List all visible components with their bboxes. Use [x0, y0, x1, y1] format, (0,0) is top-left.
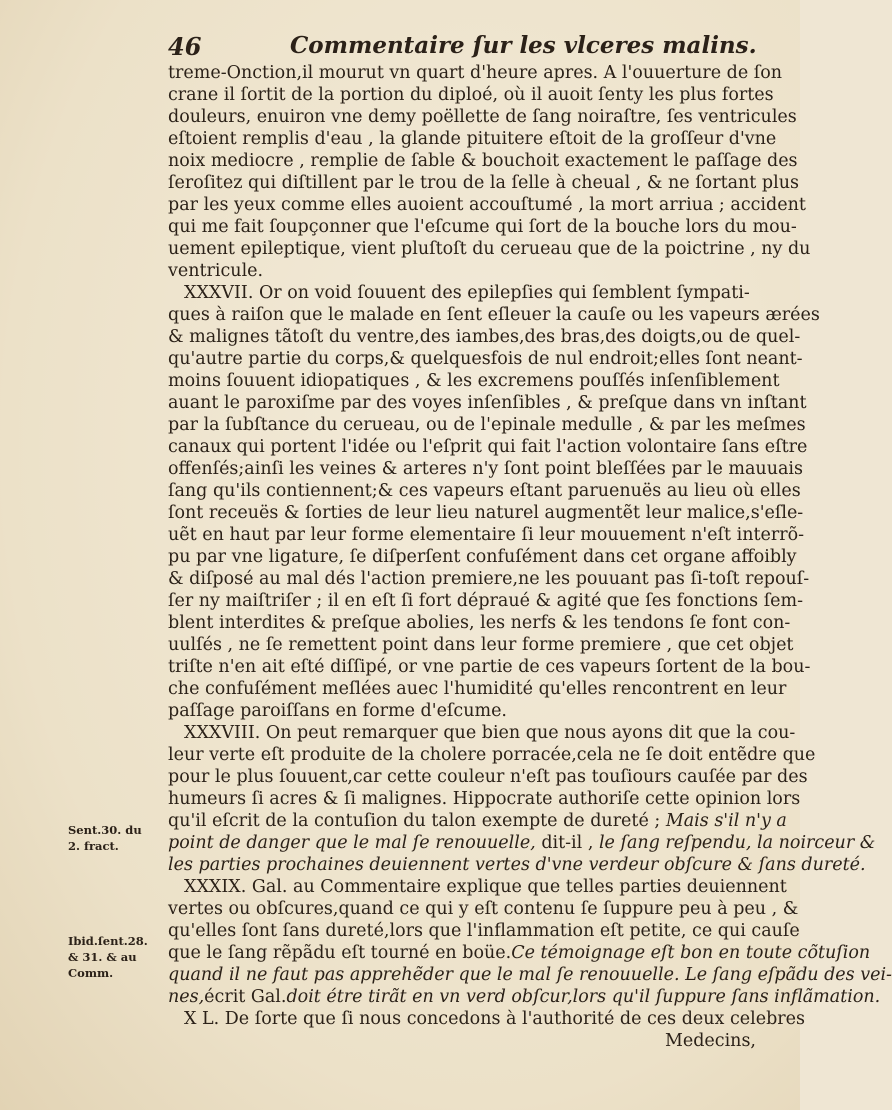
text-run: XXXVIII. On peut remarquer que bien que nous ayons dit que la cou-	[184, 723, 796, 743]
text-run: douleurs, enuiron vne demy poëllette de ſang noiraſtre, ſes ventricules	[168, 107, 797, 127]
text-line	[168, 172, 799, 194]
text-line	[168, 810, 787, 832]
text-run: pu par vne ligature, ſe diſperſent confuſément dans cet organe affoibly	[168, 547, 797, 567]
margin-note-line: 2. fract.	[68, 839, 119, 853]
text-line	[168, 612, 791, 634]
text-line	[168, 766, 808, 788]
text-line	[168, 216, 797, 238]
italic-text-run: nes,	[168, 987, 205, 1007]
body-text	[168, 62, 892, 1052]
italic-text-run: point de danger que le mal ſe renouuelle,	[168, 833, 536, 853]
text-line	[168, 590, 804, 612]
text-line	[168, 128, 777, 150]
text-run: leur verte eſt produite de la cholere porracée,cela ne ſe doit entẽdre que	[168, 745, 816, 765]
text-run: triſte n'en ait eſté diſſipé, or vne partie de ces vapeurs ſortent de la bou-	[168, 657, 811, 677]
text-run: pour le plus ſouuent,car cette couleur n'eſt pas touſiours cauſée par des	[168, 767, 808, 787]
page-number: 46	[168, 32, 202, 61]
text-run: qu'elles ſont ſans dureté,lors que l'inflammation eſt petite, ce qui cauſe	[168, 921, 800, 941]
page-header	[168, 30, 757, 61]
italic-text-run: quand il ne faut pas apprehẽder que le mal ſe renouuelle. Le ſang eſpãdu des vei-	[168, 965, 892, 985]
italic-text-run: le ſang reſpendu, la noirceur &	[598, 833, 876, 853]
text-line	[168, 502, 804, 524]
text-line	[168, 480, 801, 502]
text-run: ſeroſitez qui diſtillent par le trou de la ſelle à cheual , & ne ſortant plus	[168, 173, 799, 193]
text-line	[168, 832, 876, 854]
text-run: humeurs ſi acres & ſi malignes. Hippocrate authoriſe cette opinion lors	[168, 789, 801, 809]
text-run: par la ſubſtance du cerueau, ou de l'epinale medulle , & par les meſmes	[168, 415, 806, 435]
running-title: Commentaire ſur les vlceres malins.	[290, 32, 757, 59]
text-line	[168, 414, 806, 436]
text-run: XXXIX. Gal. au Commentaire explique que telles parties deuiennent	[184, 877, 787, 897]
italic-text-run: les parties prochaines deuiennent vertes d'vne verdeur obſcure & ſans dureté.	[168, 855, 866, 875]
text-run: écrit Gal.	[204, 987, 287, 1007]
text-line	[168, 348, 803, 370]
text-run: qu'autre partie du corps,& quelquesfois de nul endroit;elles ſont neant-	[168, 349, 803, 369]
text-run: que le ſang rẽpãdu eſt tourné en boüe.	[168, 943, 512, 963]
text-line	[168, 62, 783, 84]
text-run: treme-Onction,il mourut vn quart d'heure apres. A l'ouuerture de ſon	[168, 63, 783, 83]
text-line	[168, 876, 787, 898]
margin-note-line: Comm.	[68, 966, 114, 980]
text-line	[168, 568, 810, 590]
text-line	[168, 964, 892, 986]
text-line	[168, 1030, 756, 1052]
text-run: uement epileptique, vient pluſtoſt du cerueau que de la poictrine , ny du	[168, 239, 811, 259]
italic-text-run: doit étre tirãt en vn verd obſcur,lors qu'il ſuppure ſans inflãmation.	[286, 987, 881, 1007]
text-line	[168, 656, 811, 678]
text-line	[168, 524, 805, 546]
text-run: & malignes tãtoſt du ventre,des iambes,des bras,des doigts,ou de quel-	[168, 327, 801, 347]
text-run: uẽt en haut par leur forme elementaire ſi leur mouuement n'eſt interrõ-	[168, 525, 805, 545]
text-run: canaux qui portent l'idée ou l'eſprit qui fait l'action volontaire ſans eſtre	[168, 437, 808, 457]
text-run: ſer ny maiſtriſer ; il en eſt ſi fort dépraué & agité que ſes fonctions ſem-	[168, 591, 804, 611]
text-run: moins ſouuent idiopatiques , & les excremens pouſſés inſenſiblement	[168, 371, 780, 391]
text-run: dit-il ,	[535, 833, 599, 853]
text-line	[168, 854, 866, 876]
text-line	[168, 238, 811, 260]
text-line	[168, 700, 756, 722]
margin-note	[68, 933, 163, 981]
text-run: eſtoient remplis d'eau , la glande pituitere eſtoit de la groſſeur d'vne	[168, 129, 777, 149]
text-line	[168, 634, 794, 656]
text-run: ſang qu'ils contiennent;& ces vapeurs eſtant paruenuës au lieu où elles	[168, 481, 801, 501]
text-line	[168, 546, 797, 568]
text-line	[168, 260, 756, 282]
margin-note-line: Ibid.ſent.28.	[68, 934, 148, 948]
text-run: che confuſément meſlées auec l'humidité qu'elles rencontrent en leur	[168, 679, 787, 699]
text-run: Medecins,	[664, 1031, 756, 1051]
text-run: par les yeux comme elles auoient accouſtumé , la mort arriua ; accident	[168, 195, 806, 215]
italic-text-run: Ce témoignage eſt bon en toute cõtuſion	[511, 943, 871, 963]
margin-note-line: Sent.30. du	[68, 823, 142, 837]
text-line	[168, 678, 787, 700]
text-run: vertes ou obſcures,quand ce qui y eſt contenu ſe ſuppure peu à peu , &	[168, 899, 799, 919]
text-run: blent interdites & preſque abolies, les nerfs & les tendons ſe font con-	[168, 613, 791, 633]
text-line	[168, 898, 799, 920]
text-line	[168, 150, 798, 172]
text-run: crane il ſortit de la portion du diploé, où il auoit ſenty les plus fortes	[168, 85, 774, 105]
text-run: & diſposé au mal dés l'action premiere,ne les pouuant pas ſi-toſt repouſ-	[168, 569, 810, 589]
margin-note	[68, 822, 163, 854]
text-line	[168, 1008, 805, 1030]
text-run: X L. De ſorte que ſi nous concedons à l'authorité de ces deux celebres	[184, 1009, 805, 1029]
text-run: XXXVII. Or on void ſouuent des epilepſies qui ſemblent ſympati-	[184, 283, 750, 303]
text-run: offenſés;ainſi les veines & arteres n'y ſont point bleſſées par le mauuais	[168, 459, 803, 479]
text-line	[168, 920, 800, 942]
margin-note-line: & 31. & au	[68, 950, 137, 964]
italic-text-run: Mais s'il n'y a	[665, 811, 787, 831]
text-run: auant le paroxiſme par des voyes inſenſibles , & preſque dans vn inſtant	[168, 393, 807, 413]
text-run: uulſés , ne ſe remettent point dans leur forme premiere , que cet objet	[168, 635, 794, 655]
text-line	[168, 436, 808, 458]
text-line	[168, 84, 774, 106]
text-run: qui me fait ſoupçonner que l'eſcume qui ſort de la bouche lors du mou-	[168, 217, 797, 237]
text-run: ques à raiſon que le malade en ſent eſleuer la cauſe ou les vapeurs ærées	[168, 305, 820, 325]
text-line	[168, 392, 807, 414]
text-line	[168, 744, 816, 766]
text-line	[168, 106, 797, 128]
text-run: noix mediocre , remplie de ſable & bouchoit exactement le paſſage des	[168, 151, 798, 171]
text-line	[168, 194, 806, 216]
text-line	[168, 370, 780, 392]
text-line	[168, 458, 803, 480]
text-line	[168, 282, 756, 304]
text-run: paſſage paroiſſans en forme d'eſcume.	[168, 701, 507, 721]
text-line	[168, 986, 881, 1008]
text-run: ventricule.	[168, 261, 264, 281]
text-run: qu'il eſcrit de la contuſion du talon exempte de dureté ;	[168, 811, 666, 831]
text-run: ſont receuës & ſorties de leur lieu naturel augmentẽt leur malice,s'eſle-	[168, 503, 804, 523]
text-line	[168, 326, 801, 348]
text-line	[168, 304, 820, 326]
text-line	[168, 942, 871, 964]
text-line	[168, 722, 796, 744]
text-line	[168, 788, 801, 810]
